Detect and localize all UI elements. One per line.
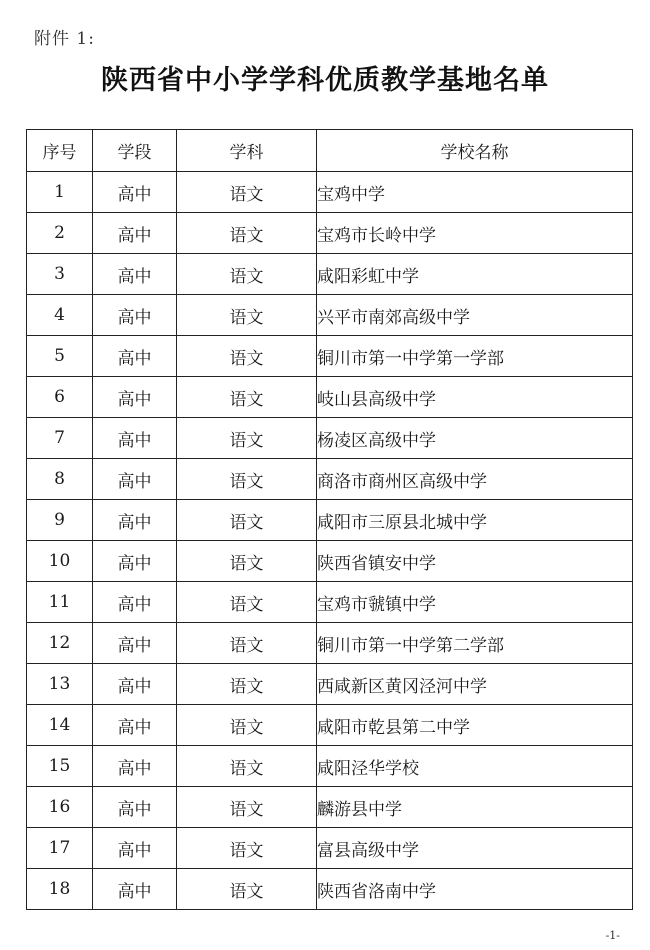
subject-cell: 语文 [177,541,317,582]
row-number-cell: 1 [27,172,93,213]
school-name-cell: 宝鸡市虢镇中学 [317,582,633,623]
stage-cell: 高中 [93,787,177,828]
stage-cell: 高中 [93,336,177,377]
table-row [27,295,633,336]
table-body [27,172,633,910]
row-number-cell: 15 [27,746,93,787]
school-name-cell: 岐山县高级中学 [317,377,633,418]
school-name-cell: 麟游县中学 [317,787,633,828]
table-row [27,418,633,459]
row-number-cell: 18 [27,869,93,910]
stage-cell: 高中 [93,828,177,869]
table-row [27,705,633,746]
table-row [27,746,633,787]
school-name-cell: 富县高级中学 [317,828,633,869]
row-number-cell: 7 [27,418,93,459]
table-row [27,541,633,582]
attachment-label: 附件 1: [34,29,95,49]
school-name-cell: 铜川市第一中学第一学部 [317,336,633,377]
table-row [27,377,633,418]
subject-cell: 语文 [177,500,317,541]
school-name-cell: 铜川市第一中学第二学部 [317,623,633,664]
school-name-cell: 杨凌区高级中学 [317,418,633,459]
table-row [27,172,633,213]
school-list-table [26,129,633,910]
table-row [27,623,633,664]
school-name-cell: 宝鸡市长岭中学 [317,213,633,254]
subject-cell: 语文 [177,705,317,746]
row-number-cell: 16 [27,787,93,828]
stage-cell: 高中 [93,295,177,336]
stage-cell: 高中 [93,213,177,254]
subject-cell: 语文 [177,418,317,459]
table-row [27,213,633,254]
row-number-cell: 8 [27,459,93,500]
column-header-stage: 学段 [93,130,177,172]
school-name-cell: 西咸新区黄冈泾河中学 [317,664,633,705]
table-row [27,664,633,705]
column-header-subject: 学科 [177,130,317,172]
row-number-cell: 6 [27,377,93,418]
table-row [27,459,633,500]
table-row [27,582,633,623]
stage-cell: 高中 [93,418,177,459]
subject-cell: 语文 [177,664,317,705]
school-name-cell: 咸阳市三原县北城中学 [317,500,633,541]
row-number-cell: 13 [27,664,93,705]
table-row [27,500,633,541]
table-row [27,787,633,828]
subject-cell: 语文 [177,295,317,336]
row-number-cell: 2 [27,213,93,254]
table-row [27,336,633,377]
stage-cell: 高中 [93,705,177,746]
subject-cell: 语文 [177,869,317,910]
subject-cell: 语文 [177,828,317,869]
row-number-cell: 5 [27,336,93,377]
school-name-cell: 兴平市南郊高级中学 [317,295,633,336]
subject-cell: 语文 [177,787,317,828]
stage-cell: 高中 [93,623,177,664]
row-number-cell: 3 [27,254,93,295]
subject-cell: 语文 [177,213,317,254]
column-header-school: 学校名称 [317,130,633,172]
stage-cell: 高中 [93,664,177,705]
table-row [27,254,633,295]
school-name-cell: 咸阳泾华学校 [317,746,633,787]
stage-cell: 高中 [93,869,177,910]
table-row [27,869,633,910]
stage-cell: 高中 [93,746,177,787]
subject-cell: 语文 [177,582,317,623]
column-header-no: 序号 [27,130,93,172]
stage-cell: 高中 [93,541,177,582]
school-name-cell: 咸阳彩虹中学 [317,254,633,295]
subject-cell: 语文 [177,459,317,500]
subject-cell: 语文 [177,172,317,213]
stage-cell: 高中 [93,377,177,418]
school-name-cell: 商洛市商州区高级中学 [317,459,633,500]
row-number-cell: 4 [27,295,93,336]
table-row [27,828,633,869]
school-name-cell: 咸阳市乾县第二中学 [317,705,633,746]
subject-cell: 语文 [177,377,317,418]
subject-cell: 语文 [177,254,317,295]
school-name-cell: 陕西省镇安中学 [317,541,633,582]
table-header-row [27,130,633,172]
row-number-cell: 11 [27,582,93,623]
stage-cell: 高中 [93,254,177,295]
row-number-cell: 12 [27,623,93,664]
subject-cell: 语文 [177,336,317,377]
stage-cell: 高中 [93,500,177,541]
subject-cell: 语文 [177,746,317,787]
stage-cell: 高中 [93,582,177,623]
school-name-cell: 宝鸡中学 [317,172,633,213]
row-number-cell: 17 [27,828,93,869]
page-number: -1- [605,929,620,942]
school-name-cell: 陕西省洛南中学 [317,869,633,910]
stage-cell: 高中 [93,459,177,500]
page-title: 陕西省中小学学科优质教学基地名单 [101,65,549,96]
row-number-cell: 9 [27,500,93,541]
subject-cell: 语文 [177,623,317,664]
stage-cell: 高中 [93,172,177,213]
row-number-cell: 10 [27,541,93,582]
row-number-cell: 14 [27,705,93,746]
